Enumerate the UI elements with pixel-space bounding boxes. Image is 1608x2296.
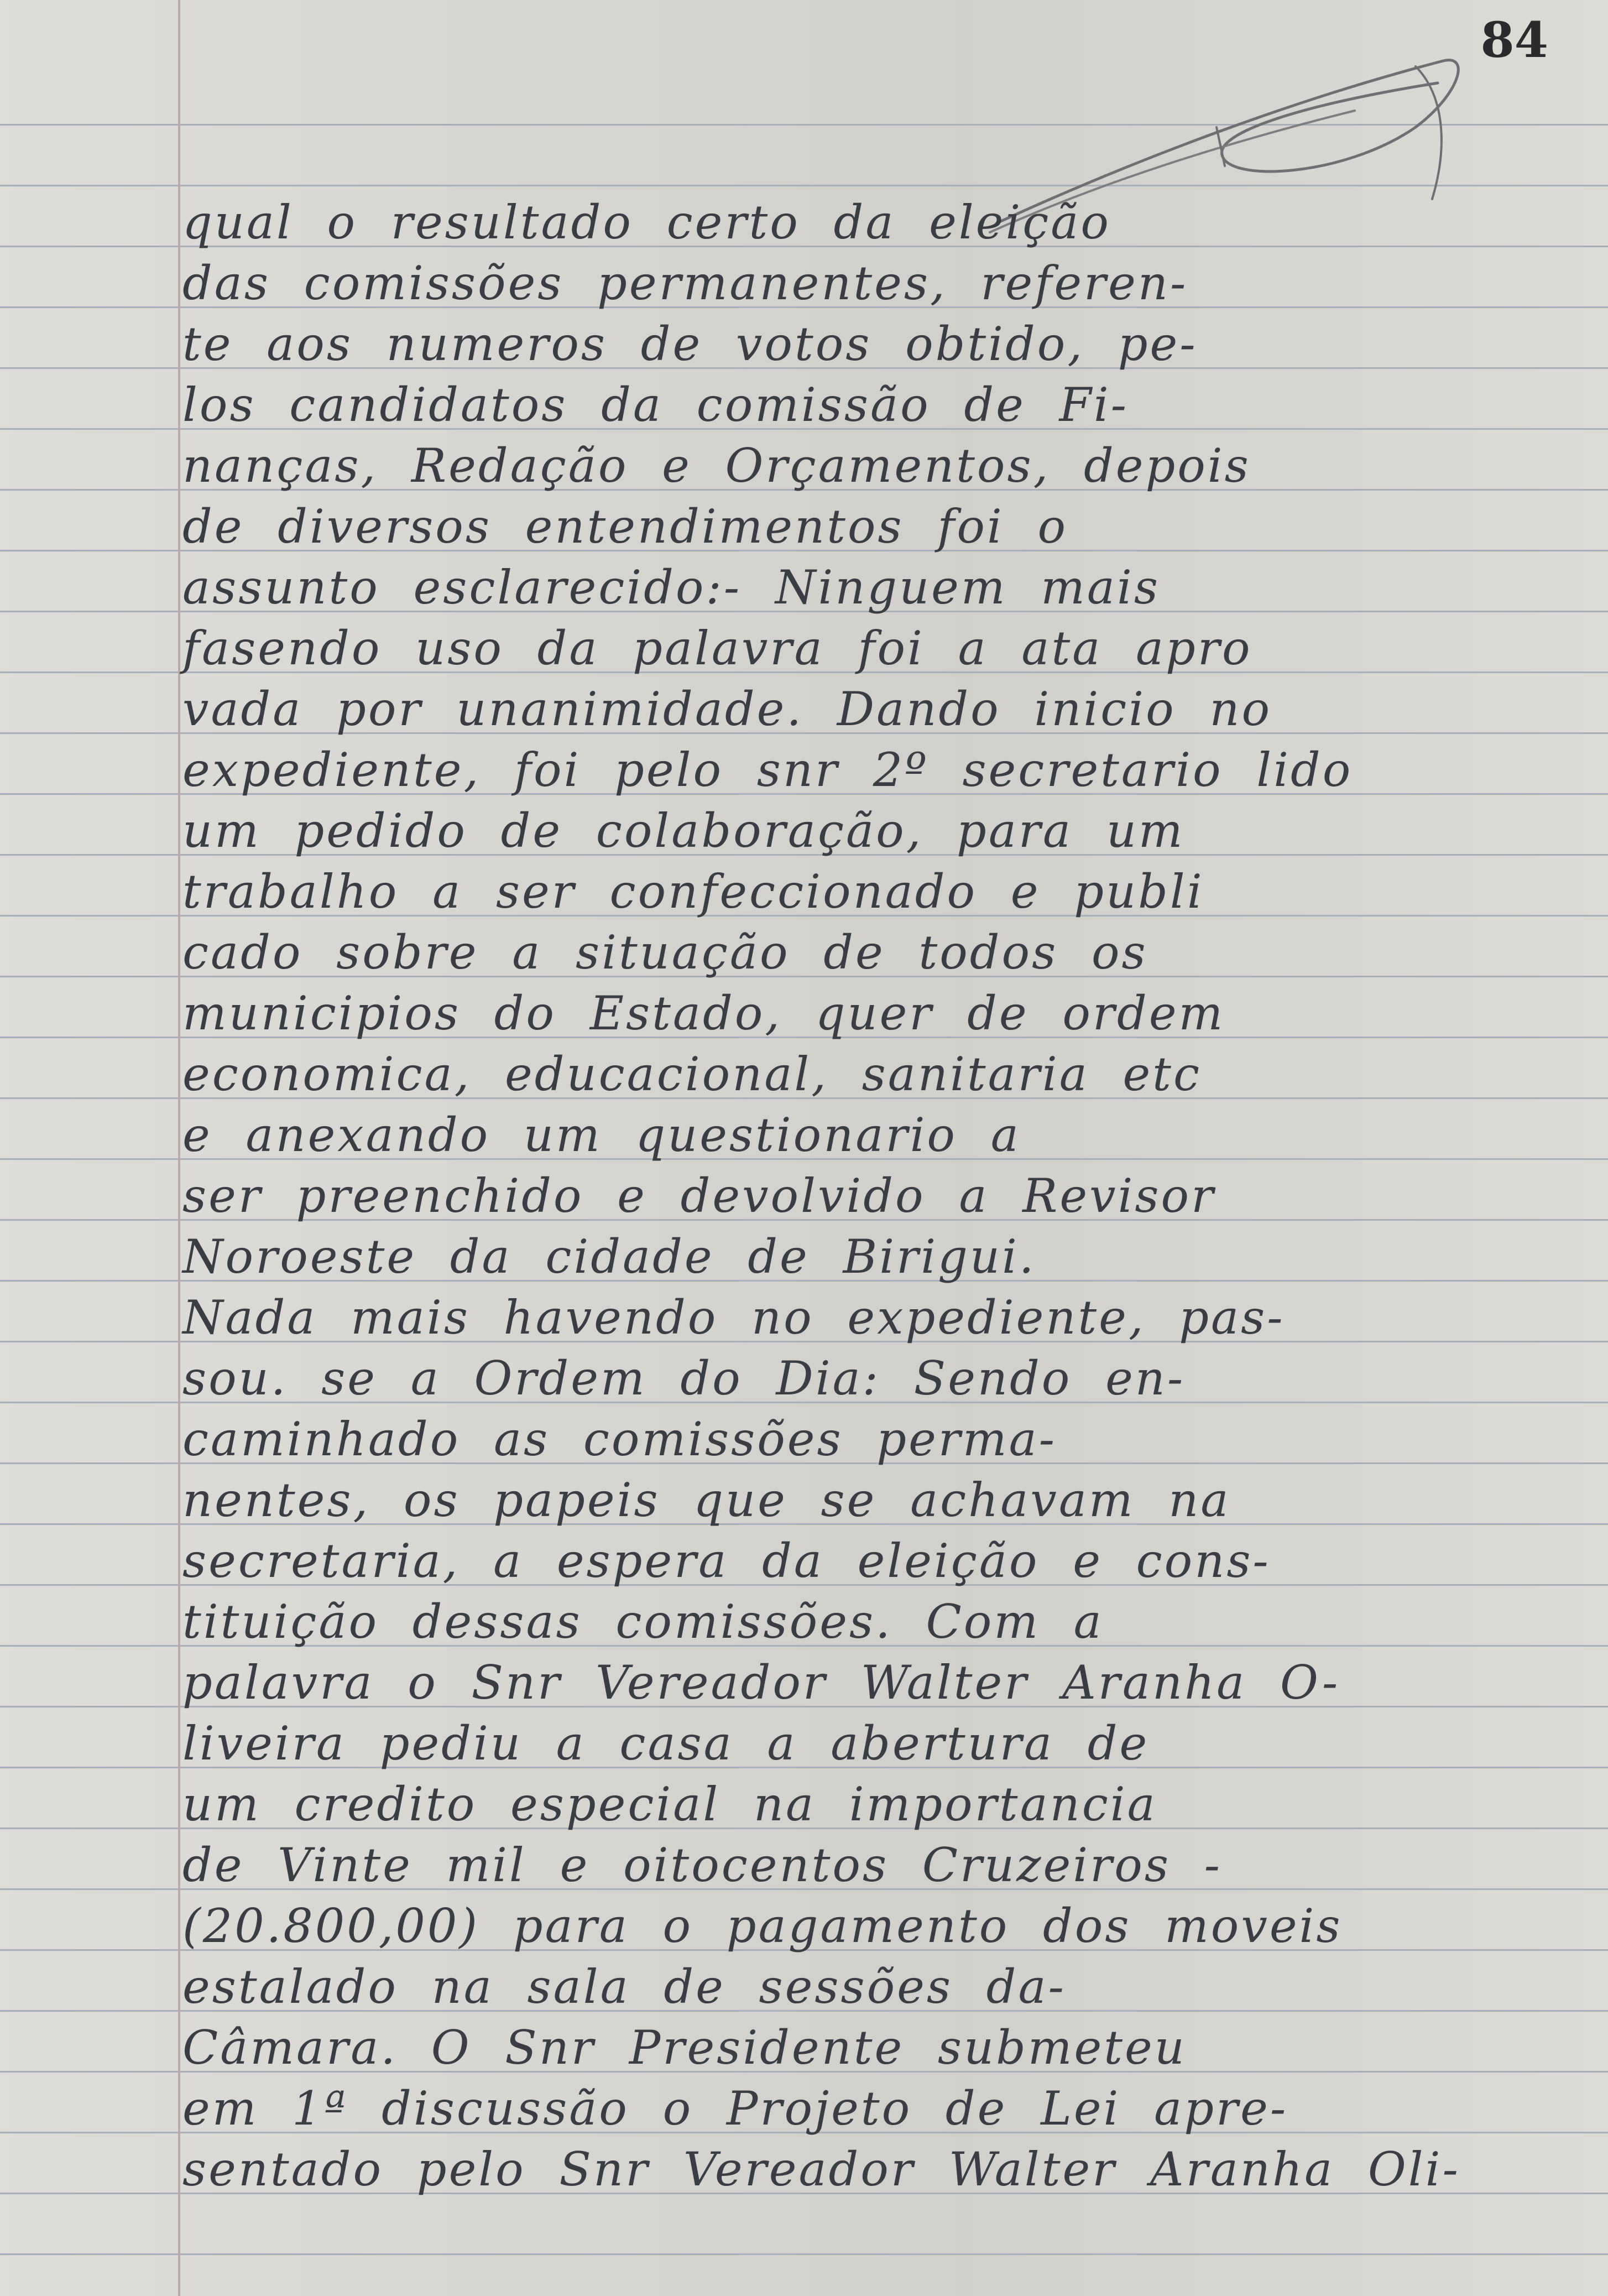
text-line: das comissões permanentes, referen- — [182, 256, 1188, 310]
text-line: de Vinte mil e oitocentos Cruzeiros - — [182, 1838, 1223, 1892]
text-line: um credito especial na importancia — [182, 1777, 1157, 1831]
text-line: municipios do Estado, quer de ordem — [182, 986, 1225, 1040]
text-line: Noroeste da cidade de Birigui. — [182, 1230, 1036, 1284]
text-line: (20.800,00) para o pagamento dos moveis — [182, 1899, 1343, 1953]
text-line: nentes, os papeis que se achavam na — [182, 1473, 1231, 1527]
text-line: de diversos entendimentos foi o — [182, 499, 1068, 554]
text-line: cado sobre a situação de todos os — [182, 925, 1148, 980]
text-line: sentado pelo Snr Vereador Walter Aranha Oli- — [182, 2142, 1460, 2196]
text-line: palavra o Snr Vereador Walter Aranha O- — [182, 1655, 1340, 1710]
text-line: sou. se a Ordem do Dia: Sendo en- — [182, 1351, 1186, 1405]
text-line: economica, educacional, sanitaria etc — [182, 1047, 1202, 1101]
text-line: tituição dessas comissões. Com a — [182, 1595, 1104, 1649]
text-line: ser preenchido e devolvido a Revisor — [182, 1169, 1216, 1223]
text-line: liveira pediu a casa a abertura de — [182, 1716, 1150, 1771]
page-number: 84 — [1480, 11, 1548, 69]
text-line: secretaria, a espera da eleição e cons- — [182, 1534, 1271, 1588]
text-line: expediente, foi pelo snr 2º secretario lido — [182, 743, 1353, 797]
text-line: e anexando um questionario a — [182, 1108, 1021, 1162]
text-line: trabalho a ser confeccionado e publi — [182, 865, 1204, 919]
text-line: Câmara. O Snr Presidente submeteu — [182, 2021, 1187, 2075]
text-line: estalado na sala de sessões da- — [182, 1960, 1066, 2014]
text-line: vada por unanimidade. Dando inicio no — [182, 682, 1272, 736]
text-line: fasendo uso da palavra foi a ata apro — [182, 621, 1252, 675]
text-line: Nada mais havendo no expediente, pas- — [182, 1290, 1285, 1345]
text-line: qual o resultado certo da eleição — [182, 195, 1111, 249]
text-line: nanças, Redação e Orçamentos, depois — [182, 439, 1251, 493]
text-line: em 1ª discussão o Projeto de Lei apre- — [182, 2081, 1288, 2136]
text-line: caminhado as comissões perma- — [182, 1412, 1057, 1466]
text-line: assunto esclarecido:- Ninguem mais — [182, 560, 1160, 615]
text-line: te aos numeros de votos obtido, pe- — [182, 317, 1198, 371]
text-line: los candidatos da comissão de Fi- — [182, 378, 1129, 432]
text-line: um pedido de colaboração, para um — [182, 804, 1185, 858]
